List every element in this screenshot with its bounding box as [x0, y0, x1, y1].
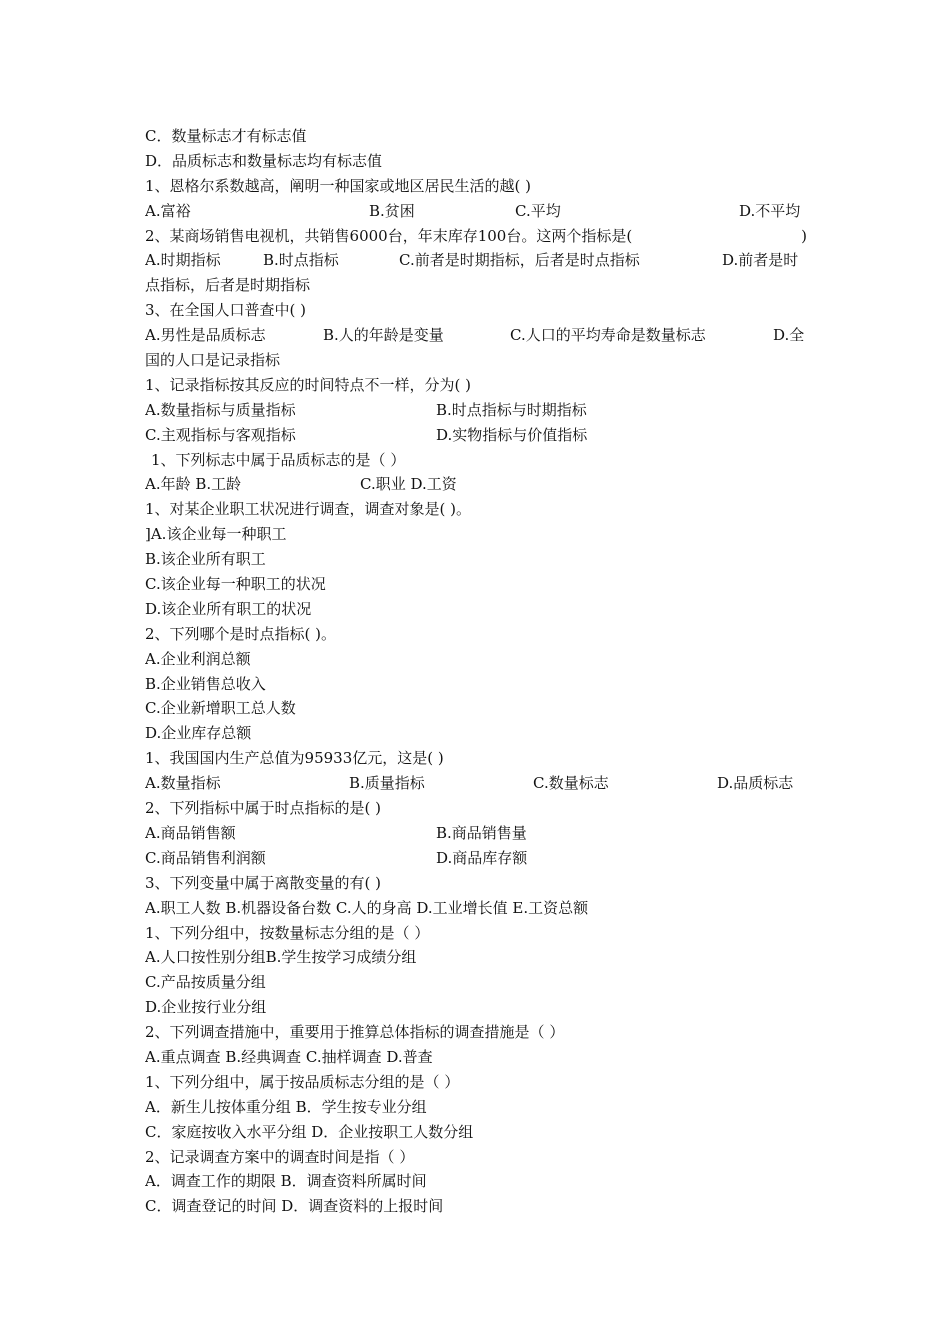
option-text: A.年龄 B.工龄: [145, 475, 242, 494]
text-line: 2、下列指标中属于时点指标的是( ): [145, 799, 382, 818]
option-row: [145, 398, 807, 423]
option-row: [145, 846, 807, 871]
text-line: D.企业按行业分组: [145, 998, 267, 1017]
text-line: 2、下列调查措施中，重要用于推算总体指标的调查措施是（ ）: [145, 1023, 565, 1042]
option-text: A.时期指标: [145, 251, 221, 270]
text-line: 2、下列哪个是时点指标( )。: [145, 624, 337, 643]
option-text: D.实物指标与价值指标: [436, 425, 588, 444]
question-text: ): [801, 226, 807, 245]
option-text: A.男性是品质标志: [145, 326, 266, 345]
option-text: C.主观指标与客观指标: [145, 425, 296, 444]
text-line: C．家庭按收入水平分组 D．企业按职工人数分组: [145, 1122, 474, 1141]
text-line: 1、记录指标按其反应的时间特点不一样，分为( ): [145, 375, 472, 394]
text-line: 3、在全国人口普查中( ): [145, 301, 307, 320]
option-text: C.职业 D.工资: [360, 475, 457, 494]
text-line: 1、恩格尔系数越高，阐明一种国家或地区居民生活的越( ): [145, 176, 532, 195]
text-line: 2、记录调查方案中的调查时间是指（ ）: [145, 1147, 415, 1166]
text-line: A.人口按性别分组B.学生按学习成绩分组: [145, 948, 417, 967]
option-text: D.前者是时: [722, 251, 799, 270]
text-line: B.企业销售总收入: [145, 674, 266, 693]
text-line: ]A.该企业每一种职工: [145, 525, 287, 544]
question-text: 2、某商场销售电视机，共销售6000台，年末库存100台。这两个指标是(: [145, 226, 633, 245]
option-text: A.数量指标与质量指标: [145, 400, 296, 419]
option-text: C.平均: [515, 201, 561, 220]
option-text: A.富裕: [145, 201, 191, 220]
option-text: A.数量指标: [145, 774, 221, 793]
option-text: C.数量标志: [533, 774, 609, 793]
option-text: B.商品销售量: [436, 823, 527, 842]
option-text: B.人的年龄是变量: [323, 326, 444, 345]
option-text: A.商品销售额: [145, 823, 236, 842]
text-line: C．调查登记的时间 D．调查资料的上报时间: [145, 1197, 444, 1216]
question-line: [145, 224, 807, 249]
text-line: D.该企业所有职工的状况: [145, 599, 312, 618]
option-text: D.不平均: [739, 201, 801, 220]
text-line: 1、对某企业职工状况进行调查，调查对象是( )。: [145, 500, 472, 519]
text-line: A．调查工作的期限 B．调查资料所属时间: [145, 1172, 427, 1191]
option-text: D.全: [773, 326, 805, 345]
option-row: [145, 423, 807, 448]
text-line: C.产品按质量分组: [145, 973, 266, 992]
text-line: C.企业新增职工总人数: [145, 699, 296, 718]
option-text: B.质量指标: [349, 774, 425, 793]
text-line: D．品质标志和数量标志均有标志值: [145, 151, 383, 170]
option-row: [145, 248, 807, 273]
option-text: C.人口的平均寿命是数量标志: [510, 326, 706, 345]
option-text: D.品质标志: [717, 774, 794, 793]
option-text: B.时点指标与时期指标: [436, 400, 587, 419]
option-row: [145, 771, 807, 796]
text-line: A．新生儿按体重分组 B．学生按专业分组: [145, 1097, 427, 1116]
option-row: [145, 472, 807, 497]
text-line: 3、下列变量中属于离散变量的有( ): [145, 873, 382, 892]
option-text: C.前者是时期指标，后者是时点指标: [399, 251, 640, 270]
option-row: [145, 323, 807, 348]
option-row: [145, 199, 807, 224]
option-text: C.商品销售利润额: [145, 848, 266, 867]
text-line: 1、下列分组中，属于按品质标志分组的是（ ）: [145, 1072, 460, 1091]
text-line: B.该企业所有职工: [145, 550, 266, 569]
text-line: 点指标，后者是时期指标: [145, 276, 311, 295]
text-line: D.企业库存总额: [145, 724, 252, 743]
text-line: A.重点调查 B.经典调查 C.抽样调查 D.普查: [145, 1047, 433, 1066]
text-line: 1、我国国内生产总值为95933亿元，这是( ): [145, 749, 444, 768]
text-line: C.该企业每一种职工的状况: [145, 575, 326, 594]
option-text: B.贫困: [369, 201, 415, 220]
option-row: [145, 821, 807, 846]
option-text: B.时点指标: [263, 251, 339, 270]
text-line: A.企业利润总额: [145, 649, 251, 668]
text-line: A.职工人数 B.机器设备台数 C.人的身高 D.工业增长值 E.工资总额: [145, 898, 589, 917]
document-body: [145, 124, 807, 1219]
text-line: 1、下列分组中，按数量标志分组的是（ ）: [145, 923, 430, 942]
text-line: 1、下列标志中属于品质标志的是（ ）: [151, 450, 406, 469]
text-line: 国的人口是记录指标: [145, 351, 281, 370]
text-line: C．数量标志才有标志值: [145, 127, 307, 145]
option-text: D.商品库存额: [436, 848, 528, 867]
